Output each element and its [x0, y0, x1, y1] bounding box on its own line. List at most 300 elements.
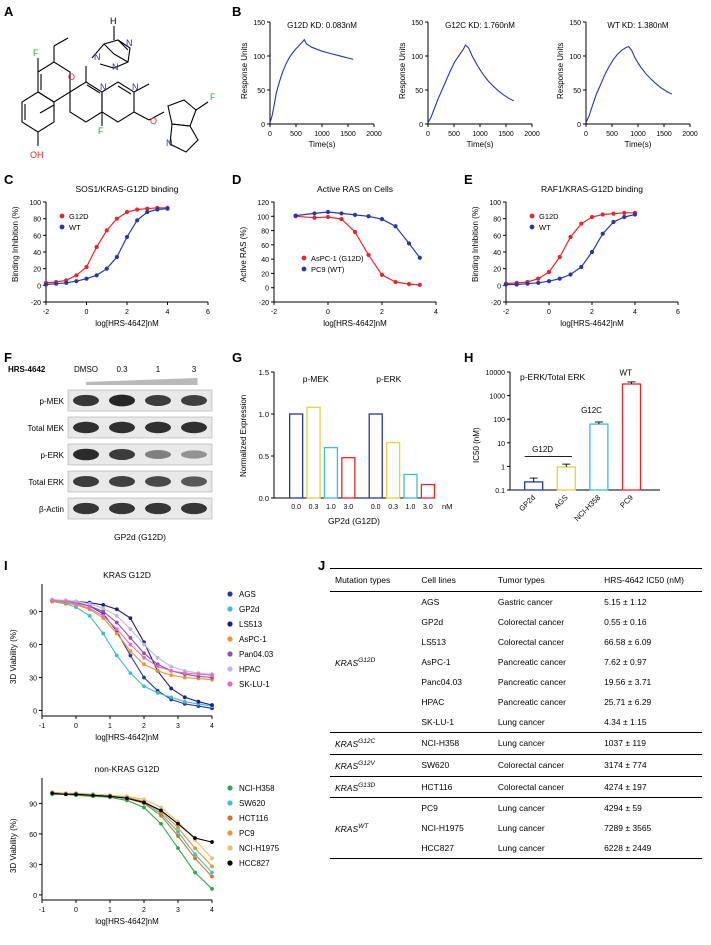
- data-point: [210, 840, 214, 844]
- data-point: [169, 673, 173, 677]
- y-tick-label: 40: [33, 250, 41, 257]
- data-point: [339, 211, 343, 215]
- y-tick-label: 20: [33, 266, 41, 274]
- x-tick-label: 0.0: [370, 504, 381, 511]
- legend-label: AsPC-1 (G12D): [311, 254, 364, 263]
- legend-label: G12D: [539, 212, 559, 221]
- data-point: [64, 281, 68, 285]
- active-ras-on-cells-chart: [234, 180, 456, 340]
- data-point: [64, 600, 68, 604]
- data-point: [142, 676, 146, 680]
- data-point: [418, 283, 422, 287]
- data-line: [46, 209, 168, 285]
- table-header-row: [330, 569, 702, 592]
- data-point: [568, 272, 572, 276]
- chart-svg: [6, 358, 224, 548]
- data-point: [183, 671, 187, 675]
- table-cell: Panc04.03: [421, 677, 463, 687]
- data-point: [197, 672, 201, 676]
- data-line: [428, 45, 514, 123]
- panel-letter-e: E: [464, 172, 473, 187]
- atom-label-h: H: [110, 16, 117, 26]
- data-point: [227, 621, 232, 626]
- table-cell: Pancreatic cancer: [497, 677, 566, 687]
- data-point: [227, 845, 232, 850]
- blot-row-label: Total MEK: [27, 424, 64, 433]
- table-cell: HCC827: [416, 838, 493, 859]
- data-point: [176, 830, 180, 834]
- table-cell: Lung cancer: [493, 712, 599, 733]
- y-tick-label: 80: [33, 216, 41, 224]
- data-point: [165, 207, 169, 211]
- treatment-label: HRS-4642: [8, 365, 46, 374]
- panel-letter-h: H: [464, 350, 474, 365]
- table-cell: SW620: [416, 754, 493, 776]
- data-point: [129, 671, 133, 675]
- y-tick-label: 100: [411, 54, 423, 61]
- table-cell: Colorectal cancer: [497, 617, 565, 627]
- data-point: [125, 796, 129, 800]
- y-tick-label: 1.0: [258, 410, 269, 419]
- y-axis-label: Response Units: [556, 42, 565, 99]
- blot-band: [181, 422, 207, 433]
- bar: [324, 448, 337, 498]
- y-tick-label: 0: [261, 122, 265, 129]
- atom-label-o2: O: [150, 116, 158, 126]
- blot-xaxis-label: GP2d (G12D): [114, 532, 166, 542]
- spr-chart-1: [394, 8, 546, 158]
- data-point: [312, 216, 316, 220]
- kras-g12d-viability-chart: [6, 566, 306, 756]
- chart-title: Active RAS on Cells: [316, 184, 394, 194]
- table-cell: 7289 ± 3565: [604, 823, 652, 834]
- blot-band: [181, 476, 207, 486]
- y-tick-label: 90: [29, 801, 37, 809]
- group-label: p-ERK: [376, 374, 402, 384]
- atom-label-oh: OH: [30, 150, 44, 160]
- panel-letter-a: A: [4, 4, 14, 19]
- data-point: [380, 273, 384, 277]
- chart-title: G12C KD: 1.760nM: [445, 21, 515, 30]
- y-tick-label: 0: [33, 892, 37, 900]
- x-tick-label: 1: [108, 907, 112, 914]
- y-tick-label: -20: [258, 300, 269, 307]
- data-point: [227, 860, 232, 865]
- chart-svg: [466, 180, 698, 340]
- table-row: [330, 733, 702, 755]
- x-tick-label: 1: [108, 723, 112, 730]
- table-cell: 1037 ± 119: [599, 733, 702, 755]
- data-point: [50, 599, 54, 603]
- y-tick-label: 100: [257, 214, 269, 222]
- data-point: [611, 212, 615, 216]
- panel-letter-i: I: [4, 558, 8, 573]
- x-tick-label: 0.3: [388, 504, 398, 511]
- y-axis-label: IC50 (nM): [472, 427, 481, 463]
- data-point: [129, 654, 133, 658]
- y-tick-label: 0: [265, 285, 269, 293]
- table-row: [330, 776, 702, 798]
- x-tick-label: 0: [426, 131, 430, 138]
- atom-label-f3: F: [210, 92, 216, 102]
- table-cell: HCT116: [416, 776, 493, 798]
- data-point: [159, 814, 163, 818]
- data-point: [115, 632, 119, 636]
- legend-label: GP2d: [239, 605, 260, 615]
- data-point: [115, 614, 119, 618]
- cell-line-ic50-table: [330, 568, 702, 936]
- y-tick-label: 60: [29, 642, 37, 650]
- table-cell: HPAC: [421, 697, 445, 707]
- data-point: [525, 282, 529, 286]
- y-tick-label: 20: [493, 266, 501, 274]
- data-point: [156, 691, 160, 695]
- x-axis-label: Time(s): [466, 140, 494, 149]
- data-point: [54, 282, 58, 286]
- atom-label-f1: F: [33, 48, 39, 58]
- atom-label-n3: N: [112, 62, 119, 72]
- blot-row-label: p-MEK: [39, 397, 64, 406]
- bar: [290, 414, 303, 498]
- data-point: [547, 279, 551, 283]
- blot-row-label: Total ERK: [28, 478, 64, 487]
- x-tick-label: 0: [74, 907, 78, 914]
- table-row: [330, 592, 702, 613]
- data-point: [227, 800, 232, 805]
- annotation-label: G12D: [532, 445, 554, 455]
- atom-label-f2: F: [98, 126, 104, 136]
- table-cell: 4.34 ± 1.15: [599, 712, 702, 733]
- x-tick-label: 1000: [314, 131, 330, 138]
- data-point: [129, 643, 133, 647]
- data-point: [145, 210, 149, 214]
- table-row: [330, 754, 702, 776]
- data-point: [135, 218, 139, 222]
- data-point: [633, 212, 637, 216]
- table-row: [330, 798, 702, 819]
- data-line: [52, 601, 212, 709]
- y-axis-label: Binding Inhibition (%): [11, 206, 20, 282]
- y-tick-label: 60: [493, 233, 501, 241]
- data-point: [64, 792, 68, 796]
- x-axis-label: log[HRS-4642]nM: [95, 319, 159, 328]
- ic50-table: [330, 568, 702, 859]
- table-cell: 0.55 ± 0.16: [604, 617, 647, 627]
- x-tick-label: 2000: [366, 131, 382, 138]
- bar: [623, 384, 641, 490]
- legend-label: WT: [69, 223, 81, 232]
- y-tick-label: -20: [30, 300, 41, 307]
- table-cell: Lung cancer: [493, 838, 599, 859]
- y-tick-label: 90: [29, 609, 37, 617]
- data-point: [50, 791, 54, 795]
- data-point: [380, 217, 384, 221]
- x-tick-label: 4: [210, 907, 214, 914]
- x-tick-label: 3.0: [343, 504, 354, 511]
- data-point: [183, 695, 187, 699]
- chemical-structure-svg: [8, 10, 223, 170]
- data-point: [326, 210, 330, 214]
- table-cell: 7.62 ± 0.97: [604, 657, 647, 667]
- table-cell: 3174 ± 774: [599, 754, 702, 776]
- panel-letter-c: C: [4, 172, 14, 187]
- x-tick-label: 1.0: [326, 504, 336, 511]
- mutation-type-cell: $KRAS^{G12V}$: [330, 754, 416, 776]
- x-tick-label: 1000: [472, 131, 488, 138]
- x-tick-label: 2000: [524, 131, 540, 138]
- x-tick-label: 500: [606, 131, 618, 138]
- data-point: [101, 606, 105, 610]
- data-point: [193, 871, 197, 875]
- data-line: [52, 601, 212, 678]
- x-tick-label: 500: [448, 131, 460, 138]
- x-tick-label: -2: [270, 309, 278, 316]
- blot-band: [73, 449, 99, 461]
- chart-svg: [236, 8, 388, 158]
- data-point: [115, 217, 119, 221]
- y-tick-label: 0.1: [495, 488, 505, 495]
- non-kras-g12d-viability-chart: [6, 760, 306, 940]
- data-point: [611, 220, 615, 224]
- data-point: [129, 616, 133, 620]
- mutation-type-cell: $KRAS^{G12C}$: [330, 733, 416, 755]
- data-point: [393, 224, 397, 228]
- y-tick-label: 10000: [485, 370, 505, 377]
- x-tick-label: 1000: [630, 131, 646, 138]
- dose-label: 0.3: [116, 365, 128, 374]
- data-point: [622, 211, 626, 215]
- y-tick-label: 10: [497, 440, 505, 448]
- mutation-type-cell: $KRAS^{WT}$: [330, 798, 416, 859]
- blot-band: [73, 503, 99, 514]
- blot-row-label: β-Actin: [38, 505, 64, 514]
- blot-row-label: p-ERK: [40, 451, 64, 460]
- table-column-header: HRS-4642 IC50 (nM): [599, 569, 702, 592]
- y-tick-label: 0: [33, 708, 37, 716]
- data-point: [159, 822, 163, 826]
- data-point: [105, 267, 109, 271]
- chart-title: SOS1/KRAS-G12D binding: [75, 184, 179, 194]
- x-tick-label: 0: [584, 131, 588, 138]
- data-point: [547, 270, 551, 274]
- data-point: [129, 649, 133, 653]
- data-line: [46, 208, 168, 283]
- table-cell: 66.58 ± 6.09: [604, 637, 652, 647]
- legend-label: PC9: [239, 829, 255, 839]
- spr-chart-0: [236, 8, 388, 158]
- data-point: [227, 785, 232, 790]
- data-point: [74, 273, 78, 277]
- table-cell: 25.71 ± 6.29: [604, 697, 652, 707]
- x-tick-label: 500: [290, 131, 302, 138]
- data-point: [536, 277, 540, 281]
- y-tick-label: 40: [261, 257, 269, 265]
- legend-label: G12D: [69, 212, 89, 221]
- data-point: [504, 282, 508, 286]
- x-tick-label: 0: [84, 309, 89, 316]
- data-point: [366, 253, 370, 257]
- x-tick-label: AGS: [552, 493, 570, 511]
- data-point: [622, 215, 626, 219]
- data-point: [302, 267, 307, 272]
- data-line: [270, 40, 353, 123]
- table-cell: SK-LU-1: [416, 712, 493, 733]
- x-tick-label: 6: [676, 309, 680, 316]
- blot-band: [109, 395, 135, 407]
- y-tick-label: 0: [37, 283, 41, 291]
- data-point: [60, 225, 65, 230]
- blot-band: [109, 503, 135, 514]
- data-point: [558, 255, 562, 259]
- chart-svg: [394, 8, 546, 158]
- table-cell: 19.56 ± 3.71: [604, 677, 652, 687]
- table-cell: Pancreatic cancer: [497, 657, 566, 667]
- x-tick-label: 4: [434, 309, 438, 316]
- x-tick-label: 0: [74, 723, 78, 730]
- chemical-structure-panel: [8, 10, 223, 170]
- data-point: [74, 792, 78, 796]
- data-point: [105, 228, 109, 232]
- data-point: [193, 836, 197, 840]
- data-point: [366, 214, 370, 218]
- x-tick-label: -1: [38, 723, 46, 730]
- data-point: [142, 656, 146, 660]
- data-point: [210, 856, 214, 860]
- table-column-header: Tumor types: [493, 569, 599, 592]
- data-point: [530, 214, 535, 219]
- x-axis-label: log[HRS-4642]nM: [560, 319, 624, 328]
- data-point: [601, 212, 605, 216]
- legend-label: AsPC-1: [239, 635, 267, 645]
- data-point: [193, 856, 197, 860]
- data-point: [142, 643, 146, 647]
- x-tick-label: 1.0: [405, 504, 416, 511]
- table-cell: Lung cancer: [497, 823, 545, 834]
- legend-label: PC9 (WT): [311, 265, 345, 274]
- annotation-label: WT: [619, 368, 632, 378]
- legend-label: LS513: [239, 620, 263, 630]
- blot-band: [73, 476, 99, 487]
- y-tick-label: 0.0: [258, 494, 269, 503]
- data-point: [115, 621, 119, 625]
- data-point: [142, 806, 146, 810]
- table-cell: GP2d: [421, 617, 444, 627]
- data-point: [193, 846, 197, 850]
- data-point: [339, 217, 343, 221]
- normalized-expression-bar-chart: [234, 358, 456, 548]
- bar: [342, 458, 355, 498]
- data-point: [183, 700, 187, 704]
- atom-label-n4: N: [100, 82, 107, 92]
- data-point: [353, 230, 357, 234]
- data-point: [125, 210, 129, 214]
- table-cell: Lung cancer: [497, 803, 545, 814]
- legend-label: HCC827: [239, 859, 270, 869]
- table-cell: LS513: [421, 637, 446, 647]
- data-point: [227, 666, 232, 671]
- data-line: [52, 599, 212, 674]
- atom-label-n2: N: [126, 38, 133, 48]
- data-point: [558, 277, 562, 281]
- table-column-header: Cell lines: [416, 569, 493, 592]
- legend-label: HCT116: [239, 814, 269, 824]
- data-point: [88, 606, 92, 610]
- bar: [307, 407, 320, 498]
- x-tick-label: 2: [142, 907, 146, 914]
- chart-title: KRAS G12D: [103, 570, 151, 580]
- x-tick-label: 0: [268, 131, 272, 138]
- data-point: [91, 793, 95, 797]
- data-line: [586, 47, 672, 123]
- data-point: [84, 265, 88, 269]
- chart-svg: [552, 8, 704, 158]
- x-tick-label: 4: [165, 309, 170, 316]
- x-tick-label: 3.0: [423, 504, 433, 511]
- data-point: [601, 232, 605, 236]
- data-point: [176, 834, 180, 838]
- sos1-kras-g12d-binding-chart: [6, 180, 228, 340]
- data-point: [210, 673, 214, 677]
- panel-letter-j: J: [318, 558, 326, 573]
- data-point: [108, 794, 112, 798]
- blot-band: [109, 422, 135, 433]
- blot-band: [145, 503, 171, 514]
- blot-band: [109, 476, 135, 487]
- bar: [421, 485, 434, 498]
- panel-letter-g: G: [232, 350, 243, 365]
- bar: [387, 443, 400, 498]
- data-point: [169, 687, 173, 691]
- y-tick-label: 0.5: [258, 452, 269, 461]
- legend-label: NCI-H358: [239, 784, 275, 794]
- x-tick-label: 2: [590, 309, 594, 316]
- chart-svg: [234, 358, 456, 548]
- dose-label: 3: [191, 365, 197, 374]
- atom-label-n5: N: [132, 82, 139, 92]
- data-point: [312, 211, 316, 215]
- data-point: [101, 632, 105, 636]
- data-point: [326, 215, 330, 219]
- perk-ic50-bar-chart: [466, 358, 698, 548]
- y-tick-label: 80: [493, 216, 501, 224]
- spr-chart-2: [552, 8, 704, 158]
- chart-title: WT KD: 1.380nM: [607, 21, 669, 30]
- x-tick-label: 2000: [682, 131, 698, 138]
- blot-band: [109, 449, 135, 460]
- group-label: p-MEK: [302, 374, 329, 384]
- atom-label-n1: N: [94, 52, 101, 62]
- data-point: [579, 222, 583, 226]
- y-axis-label: Response Units: [240, 42, 249, 99]
- table-cell: Colorectal cancer: [493, 776, 599, 798]
- y-axis-label: Binding Inhibition (%): [471, 206, 480, 282]
- data-point: [227, 636, 232, 641]
- data-point: [88, 602, 92, 606]
- unit-label: nM: [442, 502, 453, 511]
- y-tick-label: 150: [253, 20, 265, 27]
- data-line: [52, 792, 212, 866]
- table-cell: NCI-H358: [416, 733, 493, 755]
- blot-band: [145, 395, 171, 406]
- chart-svg: [466, 358, 698, 548]
- legend-label: WT: [539, 223, 551, 232]
- data-point: [169, 665, 173, 669]
- data-point: [125, 235, 129, 239]
- blot-band: [181, 395, 207, 406]
- data-point: [101, 610, 105, 614]
- table-cell: PC9: [421, 803, 438, 814]
- data-point: [418, 256, 422, 260]
